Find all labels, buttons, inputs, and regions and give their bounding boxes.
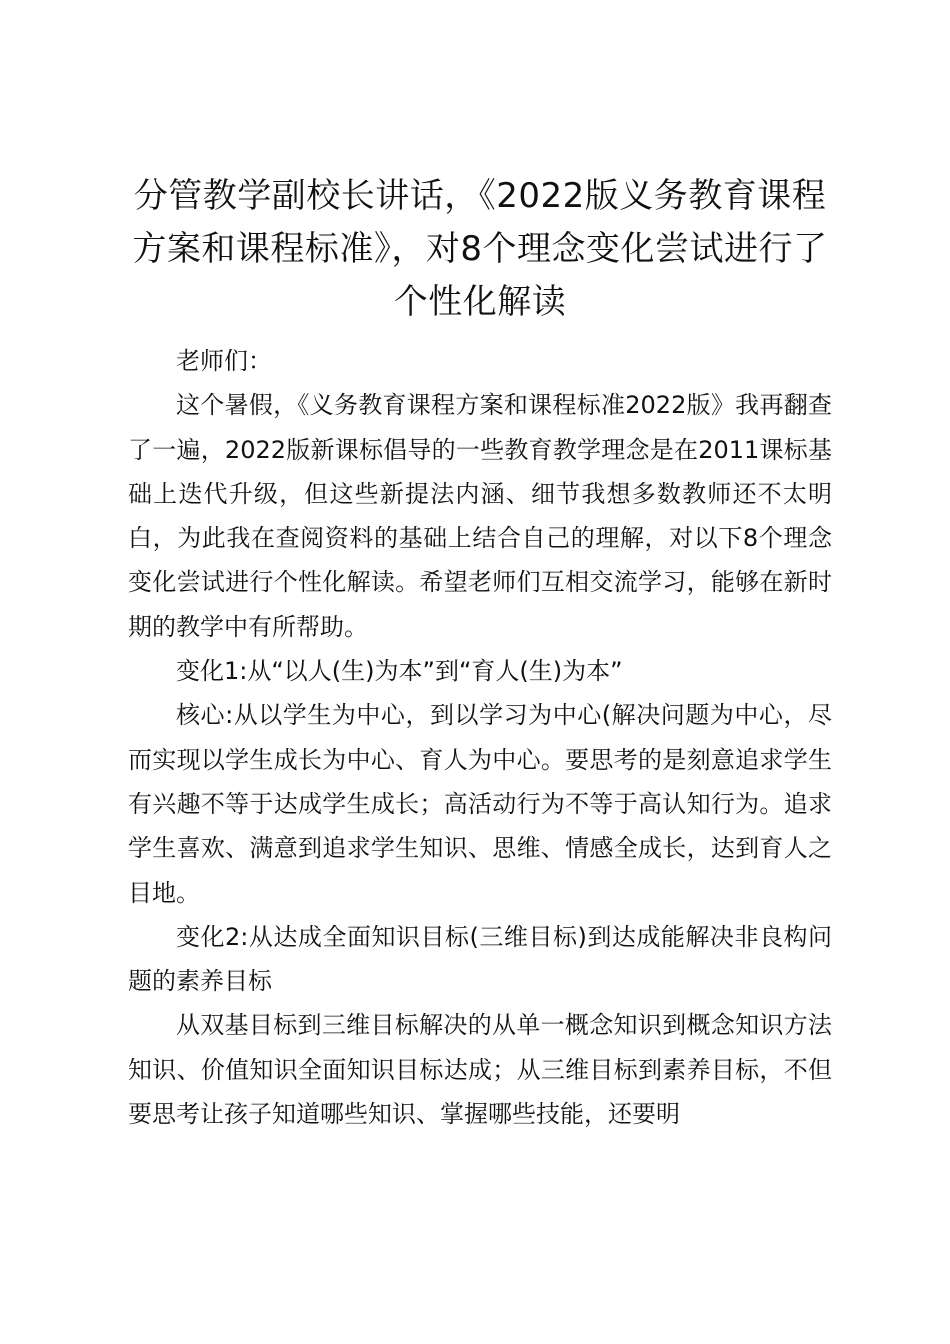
document-title: 分管教学副校长讲话，《2022版义务教育课程方案和课程标准》，对8个理念变化尝试进行了个性化解读 — [132, 176, 828, 322]
salutation: 老师们： — [176, 347, 272, 375]
change-1-paragraph: 核心:从以学生为中心，到以学习为中心(解决问题为中心，尽而实现以学生成长为中心、育人为中心。要思考的是刻意追求学生有兴趣不等于达成学生成长；高活动行为不等于高认知行为。追求学生喜欢、满意到追求学生知识、思维、情感全成长，达到育人之目地。 — [128, 701, 832, 907]
document-body — [128, 339, 832, 1136]
intro-paragraph: 这个暑假，《义务教育课程方案和课程标准2022版》我再翻查了一遍，2022版新课标倡导的一些教育教学理念是在2011课标基础上迭代升级，但这些新提法内涵、细节我想多数教师还不太明白，为此我在查阅资料的基础上结合自己的理解，对以下8个理念变化尝试进行个性化解读。希望老师们互相交流学习，能够在新时期的教学中有所帮助。 — [128, 391, 832, 641]
document-page — [128, 170, 832, 1136]
change-1-heading: 变化1:从“以人(生)为本”到“育人(生)为本” — [176, 657, 623, 686]
change-2-heading: 变化2:从达成全面知识目标(三维目标)到达成能解决非良构问题的素养目标 — [128, 922, 832, 996]
change-2-paragraph: 从双基目标到三维目标解决的从单一概念知识到概念知识方法知识、价值知识全面知识目标达成；从三维目标到素养目标，不但要思考让孩子知道哪些知识、掌握哪些技能，还要明 — [128, 1011, 832, 1129]
